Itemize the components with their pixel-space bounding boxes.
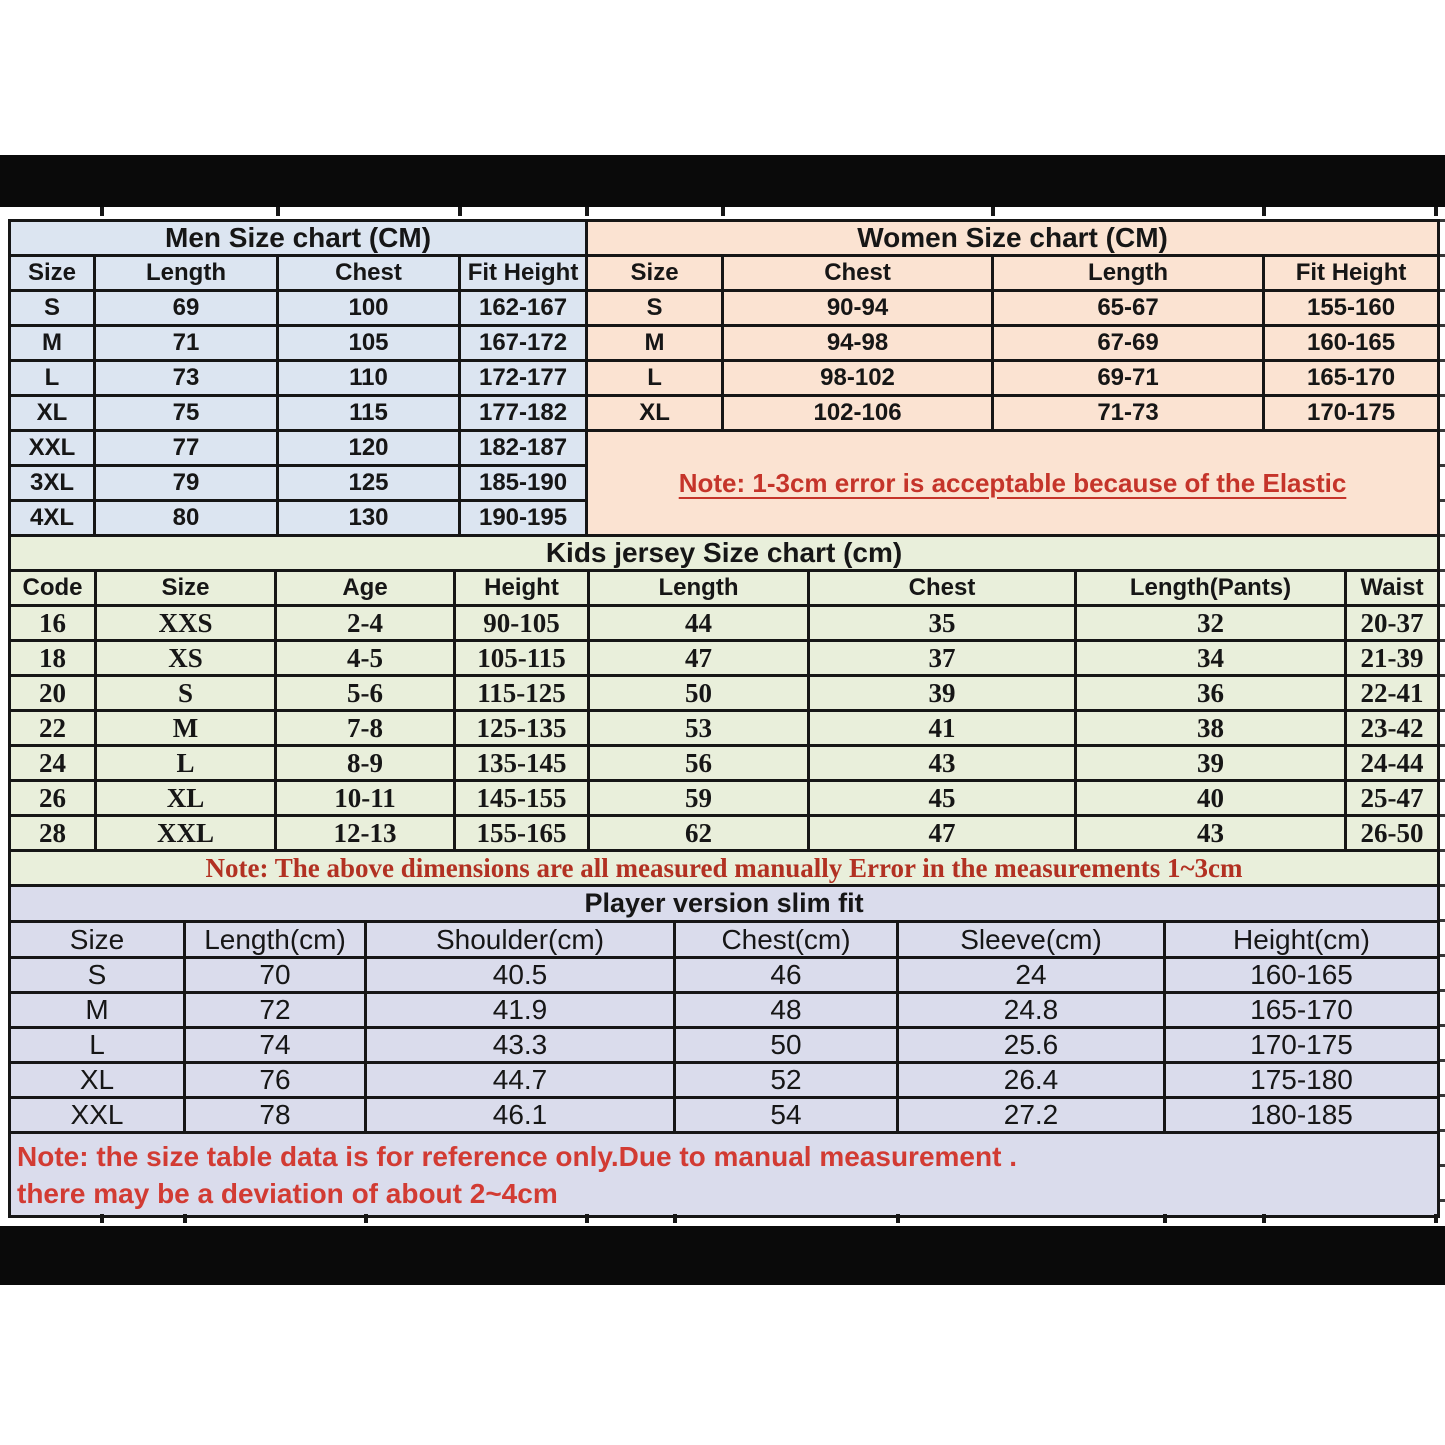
reference-only-note <box>10 1133 1439 1217</box>
reference-note-line2: there may be a deviation of about 2~4cm <box>17 1177 558 1209</box>
bottom-grid-ticks <box>0 1214 1445 1224</box>
men-header-row <box>10 256 587 291</box>
column-header: Code <box>10 571 96 606</box>
player-note-row <box>10 1133 1439 1217</box>
cell: 43 <box>1076 816 1346 851</box>
women-title-row <box>587 221 1439 256</box>
cell: 18 <box>10 641 96 676</box>
table-row <box>10 396 587 431</box>
cell: 182-187 <box>460 431 587 466</box>
cell: 90-94 <box>723 291 993 326</box>
cell: 50 <box>675 1028 898 1063</box>
table-row <box>10 1028 1439 1063</box>
cell: 22-41 <box>1346 676 1439 711</box>
cell: XXL <box>10 1098 185 1133</box>
cell: 75 <box>95 396 278 431</box>
cell: 90-105 <box>455 606 589 641</box>
cell: 12-13 <box>276 816 455 851</box>
cell: 175-180 <box>1165 1063 1439 1098</box>
cell: 98-102 <box>723 361 993 396</box>
cell: 160-165 <box>1165 958 1439 993</box>
player-header-row <box>10 922 1439 958</box>
table-row <box>10 711 1439 746</box>
cell: 38 <box>1076 711 1346 746</box>
cell: 67-69 <box>993 326 1264 361</box>
cell: 105-115 <box>455 641 589 676</box>
column-header: Chest <box>278 256 460 291</box>
cell: 41.9 <box>366 993 675 1028</box>
cell: 69 <box>95 291 278 326</box>
column-header: Waist <box>1346 571 1439 606</box>
cell: 71 <box>95 326 278 361</box>
cell: 20-37 <box>1346 606 1439 641</box>
cell: 44.7 <box>366 1063 675 1098</box>
cell: XXL <box>10 431 95 466</box>
table-row <box>10 466 587 501</box>
cell: 39 <box>1076 746 1346 781</box>
column-header: Length <box>95 256 278 291</box>
cell: 125-135 <box>455 711 589 746</box>
cell: 77 <box>95 431 278 466</box>
cell: S <box>587 291 723 326</box>
column-header: Length <box>993 256 1264 291</box>
cell: 190-195 <box>460 501 587 536</box>
cell: 52 <box>675 1063 898 1098</box>
column-header: Length(Pants) <box>1076 571 1346 606</box>
cell: 120 <box>278 431 460 466</box>
cell: 27.2 <box>898 1098 1165 1133</box>
table-row <box>10 641 1439 676</box>
player-version-table <box>8 884 1440 1218</box>
cell: 135-145 <box>455 746 589 781</box>
cell: 25.6 <box>898 1028 1165 1063</box>
cell: 47 <box>589 641 809 676</box>
cell: 59 <box>589 781 809 816</box>
column-header: Length <box>589 571 809 606</box>
cell: 24 <box>10 746 96 781</box>
cell: 26.4 <box>898 1063 1165 1098</box>
elastic-error-note: Note: 1-3cm error is acceptable because of the Elastic <box>587 431 1439 536</box>
cell: 43.3 <box>366 1028 675 1063</box>
cell: 155-160 <box>1264 291 1439 326</box>
reference-note-line1: Note: the size table data is for reference only.Due to manual measurement . <box>17 1140 1017 1172</box>
women-size-table <box>585 219 1440 537</box>
cell: L <box>10 1028 185 1063</box>
cell: 24.8 <box>898 993 1165 1028</box>
cell: 40 <box>1076 781 1346 816</box>
cell: 155-165 <box>455 816 589 851</box>
cell: 115 <box>278 396 460 431</box>
cell: 165-170 <box>1264 361 1439 396</box>
cell: XL <box>587 396 723 431</box>
cell: 162-167 <box>460 291 587 326</box>
cell: 180-185 <box>1165 1098 1439 1133</box>
cell: 102-106 <box>723 396 993 431</box>
cell: 23-42 <box>1346 711 1439 746</box>
table-row <box>587 361 1439 396</box>
cell: XS <box>96 641 276 676</box>
cell: 7-8 <box>276 711 455 746</box>
cell: 35 <box>809 606 1076 641</box>
cell: 28 <box>10 816 96 851</box>
top-grid-ticks <box>0 207 1445 217</box>
cell: 26-50 <box>1346 816 1439 851</box>
cell: 46 <box>675 958 898 993</box>
cell: 24-44 <box>1346 746 1439 781</box>
table-row <box>10 1098 1439 1133</box>
column-header: Chest <box>809 571 1076 606</box>
manual-measurement-note: Note: The above dimensions are all measured manually Error in the measurements 1~3cm <box>10 851 1439 886</box>
women-note-row <box>587 431 1439 536</box>
cell: 125 <box>278 466 460 501</box>
adult-size-tables <box>8 219 1437 537</box>
cell: 45 <box>809 781 1076 816</box>
cell: 105 <box>278 326 460 361</box>
table-row <box>10 326 587 361</box>
kids-size-table <box>8 534 1440 887</box>
cell: M <box>10 326 95 361</box>
column-header: Height(cm) <box>1165 922 1439 958</box>
cell: 53 <box>589 711 809 746</box>
cell: S <box>10 291 95 326</box>
column-header: Size <box>587 256 723 291</box>
cell: M <box>96 711 276 746</box>
cell: 73 <box>95 361 278 396</box>
cell: 71-73 <box>993 396 1264 431</box>
men-table-title: Men Size chart (CM) <box>10 221 587 256</box>
column-header: Size <box>96 571 276 606</box>
cell: 44 <box>589 606 809 641</box>
cell: XXL <box>96 816 276 851</box>
player-table-title: Player version slim fit <box>10 886 1439 922</box>
cell: 70 <box>185 958 366 993</box>
men-size-table <box>8 219 588 537</box>
cell: 78 <box>185 1098 366 1133</box>
cell: 39 <box>809 676 1076 711</box>
column-header: Shoulder(cm) <box>366 922 675 958</box>
right-grid-edge <box>1437 219 1445 1215</box>
table-row <box>10 1063 1439 1098</box>
cell: 115-125 <box>455 676 589 711</box>
cell: M <box>587 326 723 361</box>
cell: L <box>96 746 276 781</box>
cell: 72 <box>185 993 366 1028</box>
women-header-row <box>587 256 1439 291</box>
table-row <box>10 606 1439 641</box>
column-header: Chest(cm) <box>675 922 898 958</box>
cell: 110 <box>278 361 460 396</box>
cell: 20 <box>10 676 96 711</box>
cell: 50 <box>589 676 809 711</box>
cell: 24 <box>898 958 1165 993</box>
cell: 160-165 <box>1264 326 1439 361</box>
cell: XL <box>10 1063 185 1098</box>
cell: XL <box>10 396 95 431</box>
column-header: Size <box>10 922 185 958</box>
cell: 22 <box>10 711 96 746</box>
cell: 34 <box>1076 641 1346 676</box>
cell: 46.1 <box>366 1098 675 1133</box>
cell: 48 <box>675 993 898 1028</box>
cell: 10-11 <box>276 781 455 816</box>
cell: 76 <box>185 1063 366 1098</box>
cell: 172-177 <box>460 361 587 396</box>
women-table-title: Women Size chart (CM) <box>587 221 1439 256</box>
top-black-band <box>0 155 1445 207</box>
cell: 16 <box>10 606 96 641</box>
column-header: Age <box>276 571 455 606</box>
table-row <box>10 431 587 466</box>
cell: 4-5 <box>276 641 455 676</box>
cell: 65-67 <box>993 291 1264 326</box>
cell: 26 <box>10 781 96 816</box>
cell: 56 <box>589 746 809 781</box>
cell: 94-98 <box>723 326 993 361</box>
table-row <box>10 816 1439 851</box>
size-chart-sheet <box>8 219 1437 1218</box>
cell: 130 <box>278 501 460 536</box>
cell: 41 <box>809 711 1076 746</box>
cell: 36 <box>1076 676 1346 711</box>
cell: L <box>10 361 95 396</box>
cell: S <box>10 958 185 993</box>
table-row <box>10 501 587 536</box>
cell: 37 <box>809 641 1076 676</box>
cell: 8-9 <box>276 746 455 781</box>
cell: 167-172 <box>460 326 587 361</box>
column-header: Length(cm) <box>185 922 366 958</box>
men-title-row <box>10 221 587 256</box>
bottom-black-band <box>0 1226 1445 1285</box>
column-header: Sleeve(cm) <box>898 922 1165 958</box>
cell: 145-155 <box>455 781 589 816</box>
table-row <box>587 396 1439 431</box>
cell: 177-182 <box>460 396 587 431</box>
kids-table-title: Kids jersey Size chart (cm) <box>10 536 1439 571</box>
cell: 32 <box>1076 606 1346 641</box>
cell: XXS <box>96 606 276 641</box>
table-row <box>10 993 1439 1028</box>
cell: 170-175 <box>1264 396 1439 431</box>
table-row <box>587 326 1439 361</box>
cell: S <box>96 676 276 711</box>
table-row <box>10 958 1439 993</box>
cell: M <box>10 993 185 1028</box>
cell: 5-6 <box>276 676 455 711</box>
column-header: Fit Height <box>1264 256 1439 291</box>
column-header: Height <box>455 571 589 606</box>
cell: 79 <box>95 466 278 501</box>
column-header: Fit Height <box>460 256 587 291</box>
table-row <box>10 746 1439 781</box>
cell: 62 <box>589 816 809 851</box>
cell: 185-190 <box>460 466 587 501</box>
cell: 25-47 <box>1346 781 1439 816</box>
cell: 69-71 <box>993 361 1264 396</box>
cell: 165-170 <box>1165 993 1439 1028</box>
kids-header-row <box>10 571 1439 606</box>
kids-note-row <box>10 851 1439 886</box>
cell: 74 <box>185 1028 366 1063</box>
cell: XL <box>96 781 276 816</box>
cell: 170-175 <box>1165 1028 1439 1063</box>
kids-title-row <box>10 536 1439 571</box>
table-row <box>10 676 1439 711</box>
table-row <box>10 361 587 396</box>
player-title-row <box>10 886 1439 922</box>
cell: 100 <box>278 291 460 326</box>
cell: 54 <box>675 1098 898 1133</box>
cell: L <box>587 361 723 396</box>
cell: 2-4 <box>276 606 455 641</box>
cell: 40.5 <box>366 958 675 993</box>
cell: 43 <box>809 746 1076 781</box>
table-row <box>10 781 1439 816</box>
cell: 80 <box>95 501 278 536</box>
cell: 3XL <box>10 466 95 501</box>
column-header: Size <box>10 256 95 291</box>
column-header: Chest <box>723 256 993 291</box>
cell: 4XL <box>10 501 95 536</box>
table-row <box>587 291 1439 326</box>
cell: 47 <box>809 816 1076 851</box>
table-row <box>10 291 587 326</box>
cell: 21-39 <box>1346 641 1439 676</box>
